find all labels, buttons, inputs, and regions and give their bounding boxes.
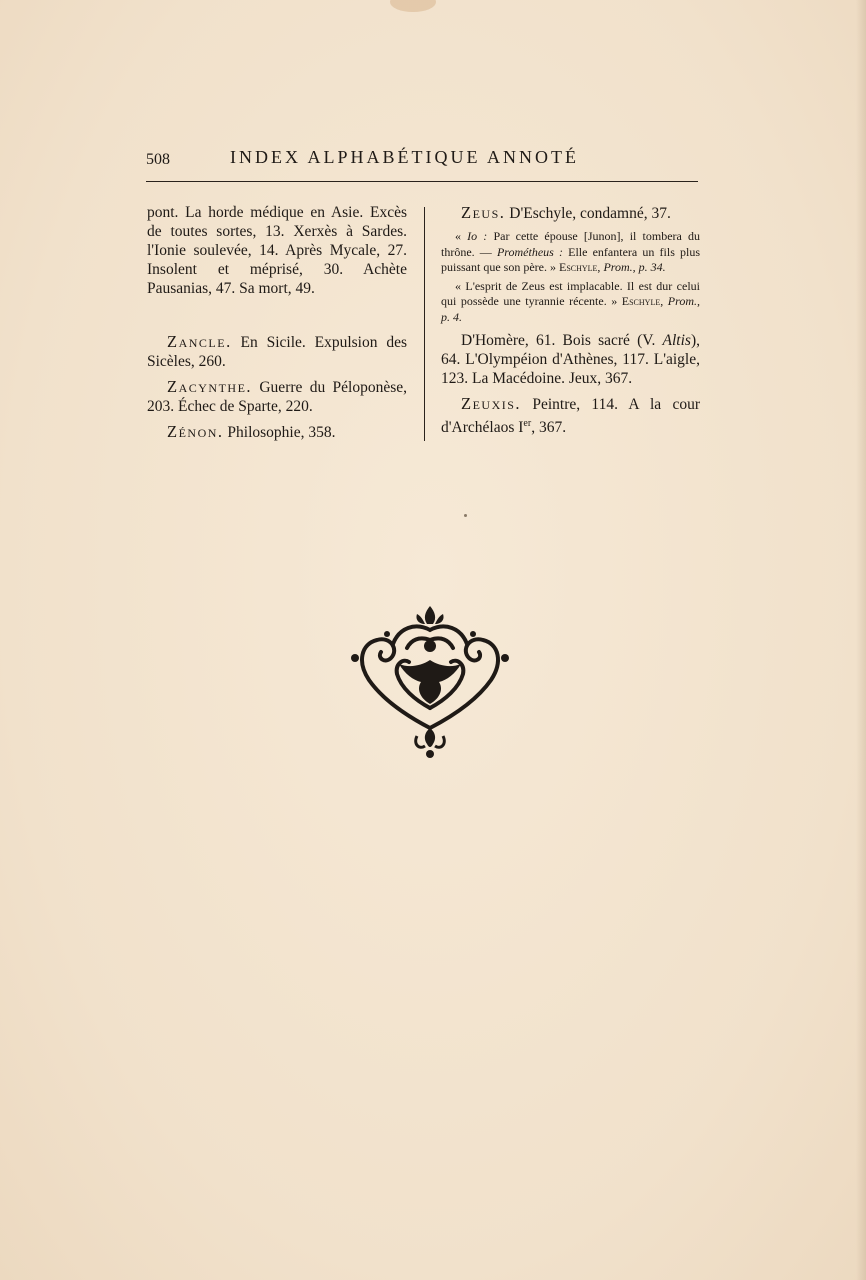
headword: Zeus. xyxy=(461,203,506,222)
quote-text: « L'esprit de Zeus est implacable. Il est dur celui qui possède une tyrannie récente. » xyxy=(441,278,700,308)
quote-text: Par cette épouse [Junon], il tombera du thrône. — xyxy=(441,229,700,259)
page-edge-shadow xyxy=(856,0,866,1280)
index-entry-zancle xyxy=(147,332,407,371)
page-number: 508 xyxy=(146,151,170,168)
entry-text: Peintre, 114. A la cour d'Archélaos I xyxy=(441,396,700,437)
paper-stain xyxy=(390,0,436,12)
headword: Zeuxis. xyxy=(461,394,522,413)
right-column xyxy=(441,203,700,443)
quote-text: Elle enfantera un fils plus puissant que son père. » xyxy=(441,244,701,274)
entry-text: ), 64. L'Olympéion d'Athènes, 117. L'aigle, 123. La Macédoine. Jeux, 367. xyxy=(441,332,700,387)
headword: Zancle. xyxy=(167,332,232,351)
header-rule xyxy=(146,181,698,182)
citation-ref: Prom., p. 4. xyxy=(441,294,700,324)
homer-paragraph xyxy=(441,331,700,388)
index-entry-zenon xyxy=(147,422,407,442)
quote-mark: « xyxy=(455,229,468,243)
quotation-io xyxy=(441,229,700,276)
entry-text: En Sicile. Expulsion des Sicèles, 260. xyxy=(147,334,407,370)
page-header xyxy=(146,147,698,171)
fleuron-ornament-icon xyxy=(347,604,513,760)
entry-text: Guerre du Péloponèse, 203. Échec de Sparte, 220. xyxy=(147,379,407,415)
index-entry-zeus xyxy=(441,203,700,223)
citation-ref: Prom., p. 34. xyxy=(600,260,666,274)
entry-text: Philosophie, 358. xyxy=(223,424,336,441)
index-entry-zeuxis xyxy=(441,394,700,437)
citation-author: Eschyle, xyxy=(621,294,664,308)
speaker: Prométheus : xyxy=(496,244,563,259)
column-divider xyxy=(424,207,425,441)
entry-text-italic: Altis xyxy=(662,332,691,349)
headword: Zacynthe. xyxy=(167,377,253,396)
entry-text: D'Eschyle, condamné, 37. xyxy=(505,205,671,222)
quotation-zeus xyxy=(441,279,700,326)
index-entry-zacynthe xyxy=(147,377,407,416)
left-column xyxy=(147,203,407,448)
superscript: er xyxy=(523,418,532,429)
citation-author: Eschyle, xyxy=(558,260,601,274)
headword: Zénon. xyxy=(167,422,224,441)
spacer xyxy=(147,304,407,332)
continuation-paragraph: pont. La horde médique en Asie. Excès de toutes sortes, 13. Xerxès à Sardes. l'Ionie soulevée, 14. Après Mycale, 27. Insolent et méprisé, 30. Achète Pausanias, 47. Sa mort, 49. xyxy=(147,204,407,297)
speaker: Io : xyxy=(467,229,488,243)
running-title: INDEX ALPHABÉTIQUE ANNOTÉ xyxy=(230,147,579,167)
entry-text: D'Homère, 61. Bois sacré (V. xyxy=(461,332,663,349)
ink-speck xyxy=(464,514,467,517)
entry-text: , 367. xyxy=(531,419,567,437)
